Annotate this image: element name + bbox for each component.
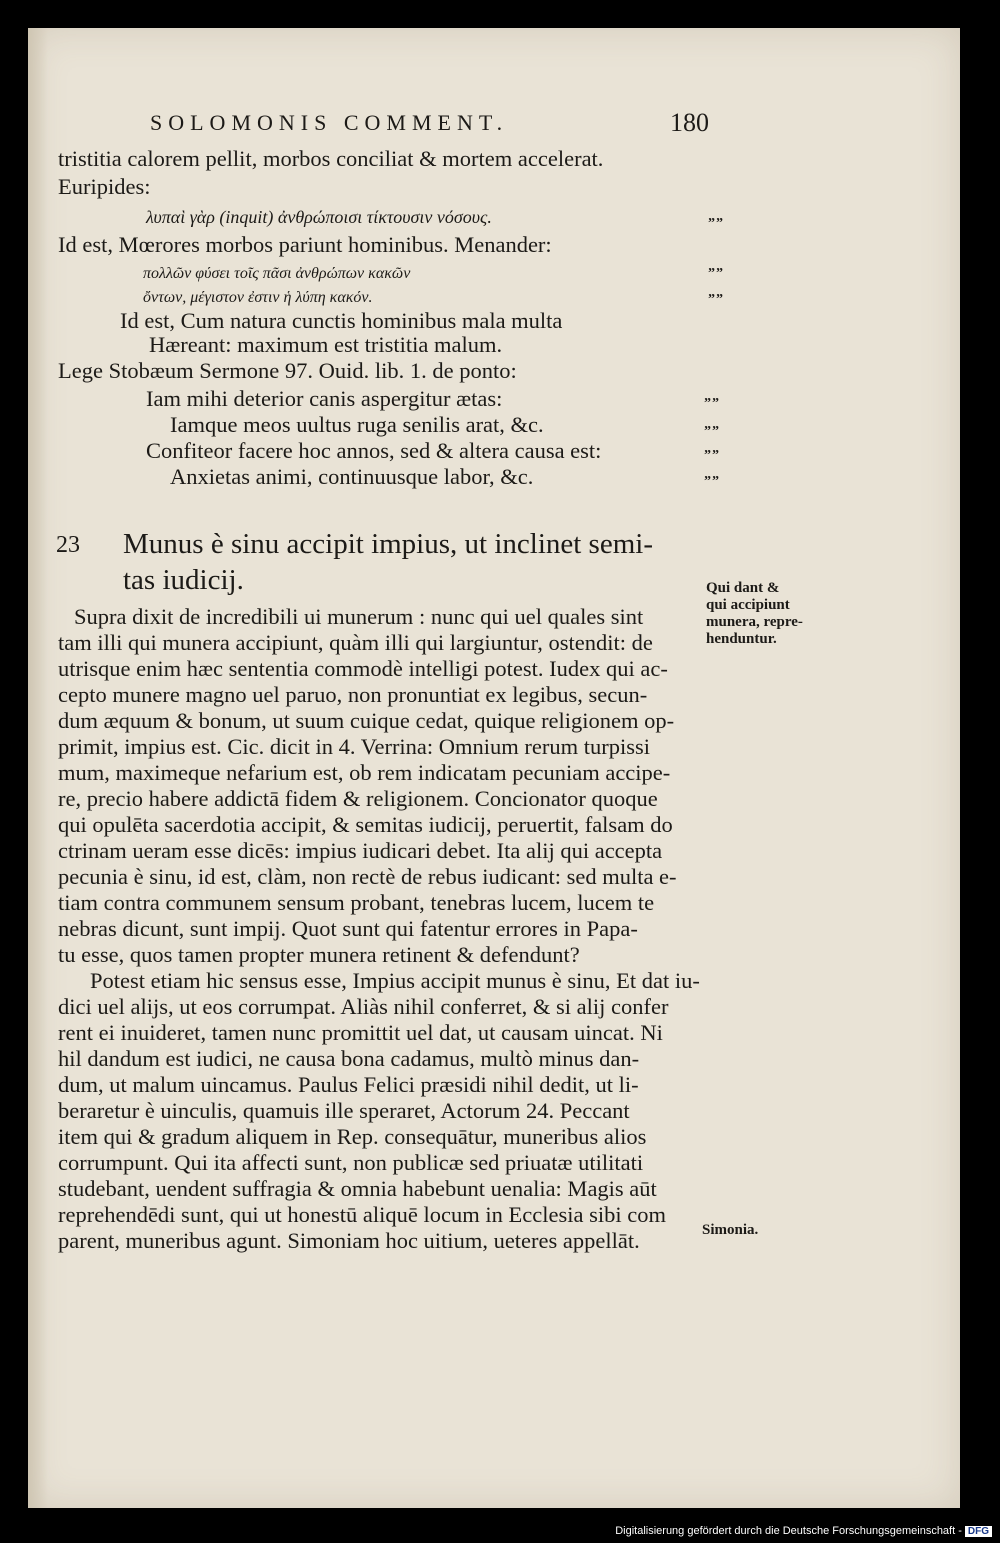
body-line: parent, muneribus agunt. Simoniam hoc uitium, ueteres appellāt.	[58, 1228, 640, 1253]
verse-heading: Munus è sinu accipit impius, ut inclinet semi-	[123, 528, 653, 560]
text-line: Id est, Cum natura cunctis hominibus mala multa	[120, 308, 563, 333]
text-line: Iam mihi deterior canis aspergitur ætas:	[146, 386, 503, 411]
body-line: nebras dicunt, sunt impij. Quot sunt qui fatentur errores in Papa-	[58, 916, 638, 941]
body-line: corrumpunt. Qui ita affecti sunt, non publicæ sed priuatæ utilitati	[58, 1150, 644, 1175]
body-line: re, precio habere addictā fidem & religionem. Concionator quoque	[58, 786, 658, 811]
body-line: pecunia è sinu, id est, clàm, non rectè de rebus iudicant: sed multa e-	[58, 864, 677, 889]
text-line: Euripides:	[58, 174, 151, 199]
margin-note-line: munera, repre-	[706, 614, 803, 630]
quote-mark: ””	[708, 266, 724, 281]
body-line: primit, impius est. Cic. dicit in 4. Verrina: Omnium rerum turpissi	[58, 734, 651, 759]
dfg-logo: DFG	[965, 1526, 992, 1537]
quote-mark: ””	[704, 424, 720, 439]
book-page	[28, 28, 960, 1508]
verse-heading-continued: tas iudicij.	[123, 564, 244, 596]
body-line: dici uel alijs, ut eos corrumpat. Aliàs nihil conferret, & si alij confer	[58, 994, 669, 1019]
text-line: Id est, Mœrores morbos pariunt hominibus. Menander:	[58, 232, 552, 257]
body-line: cepto munere magno uel paruo, non pronuntiat ex legibus, secun-	[58, 682, 648, 707]
body-line: item qui & gradum aliquem in Rep. consequātur, muneribus alios	[58, 1124, 647, 1149]
quote-mark: ””	[704, 396, 720, 411]
margin-note-line: Qui dant &	[706, 580, 780, 596]
body-line: ctrinam ueram esse dicēs: impius iudicari debet. Ita alij qui accepta	[58, 838, 663, 863]
body-line: mum, maximeque nefarium est, ob rem indicatam pecuniam accipe-	[58, 760, 671, 785]
verse-number: 23	[56, 532, 80, 558]
text-line: Lege Stobæum Sermone 97. Ouid. lib. 1. de ponto:	[58, 358, 517, 383]
body-line: tu esse, quos tamen propter munera retinent & defendunt?	[58, 942, 580, 967]
text-line: Iamque meos uultus ruga senilis arat, &c.	[170, 412, 544, 437]
text-line: Confiteor facere hoc annos, sed & altera causa est:	[146, 438, 602, 463]
body-line: Potest etiam hic sensus esse, Impius accipit munus è sinu, Et dat iu-	[90, 968, 700, 993]
quote-mark: ””	[704, 474, 720, 489]
body-line: qui opulēta sacerdotia accipit, & semitas iudicij, peruertit, falsam do	[58, 812, 673, 837]
text-line: Anxietas animi, continuusque labor, &c.	[170, 464, 534, 489]
body-line: beraretur è uinculis, quamuis ille speraret, Actorum 24. Peccant	[58, 1098, 630, 1123]
quote-mark: ””	[704, 448, 720, 463]
greek-line: ὄντων, μέγιστον ἐστιν ἡ λύπη κακόν.	[143, 289, 373, 306]
text-line: Hæreant: maximum est tristitia malum.	[149, 332, 503, 357]
text-line: tristitia calorem pellit, morbos conciliat & mortem accelerat.	[58, 146, 604, 171]
body-line: studebant, uendent suffragia & omnia habebunt uenalia: Magis aūt	[58, 1176, 657, 1201]
body-line: dum æquum & bonum, ut suum cuique cedat, quique religionem op-	[58, 708, 675, 733]
footer-text: Digitalisierung gefördert durch die Deutsche Forschungsgemeinschaft -	[615, 1525, 962, 1537]
body-line: tam illi qui munera accipiunt, quàm illi qui largiuntur, ostendit: de	[58, 630, 653, 655]
running-header-title: SOLOMONIS COMMENT.	[150, 110, 509, 135]
body-line: utrisque enim hæc sententia commodè intelligi potest. Iudex qui ac-	[58, 656, 668, 681]
greek-line: λυπαὶ γὰρ (inquit) ἀνθρώποισι τίκτουσιν νόσους.	[146, 207, 492, 227]
page-spine-shadow	[28, 28, 48, 1508]
body-line: dum, ut malum uincamus. Paulus Felici præsidi nihil dedit, ut li-	[58, 1072, 639, 1097]
margin-note-line: qui accipiunt	[706, 597, 790, 613]
body-line: rent ei inuideret, tamen nunc promittit uel dat, ut causam uincat. Ni	[58, 1020, 663, 1045]
quote-mark: ””	[708, 292, 724, 307]
body-line: tiam contra communem sensum probant, tenebras lucem, lucem te	[58, 890, 655, 915]
page-number: 180	[670, 108, 709, 137]
greek-line: πολλῶν φύσει τοῖς πᾶσι ἀνθρώπων κακῶν	[143, 265, 411, 282]
margin-note-line: henduntur.	[706, 631, 777, 647]
digitization-credit	[615, 1525, 992, 1537]
margin-note-simonia: Simonia.	[702, 1222, 759, 1238]
body-line: Supra dixit de incredibili ui munerum : nunc qui uel quales sint	[74, 604, 644, 629]
quote-mark: ””	[708, 216, 724, 231]
body-line: hil dandum est iudici, ne causa bona cadamus, multò minus dan-	[58, 1046, 640, 1071]
body-line: reprehendēdi sunt, qui ut honestū aliquē locum in Ecclesia sibi com	[58, 1202, 666, 1227]
